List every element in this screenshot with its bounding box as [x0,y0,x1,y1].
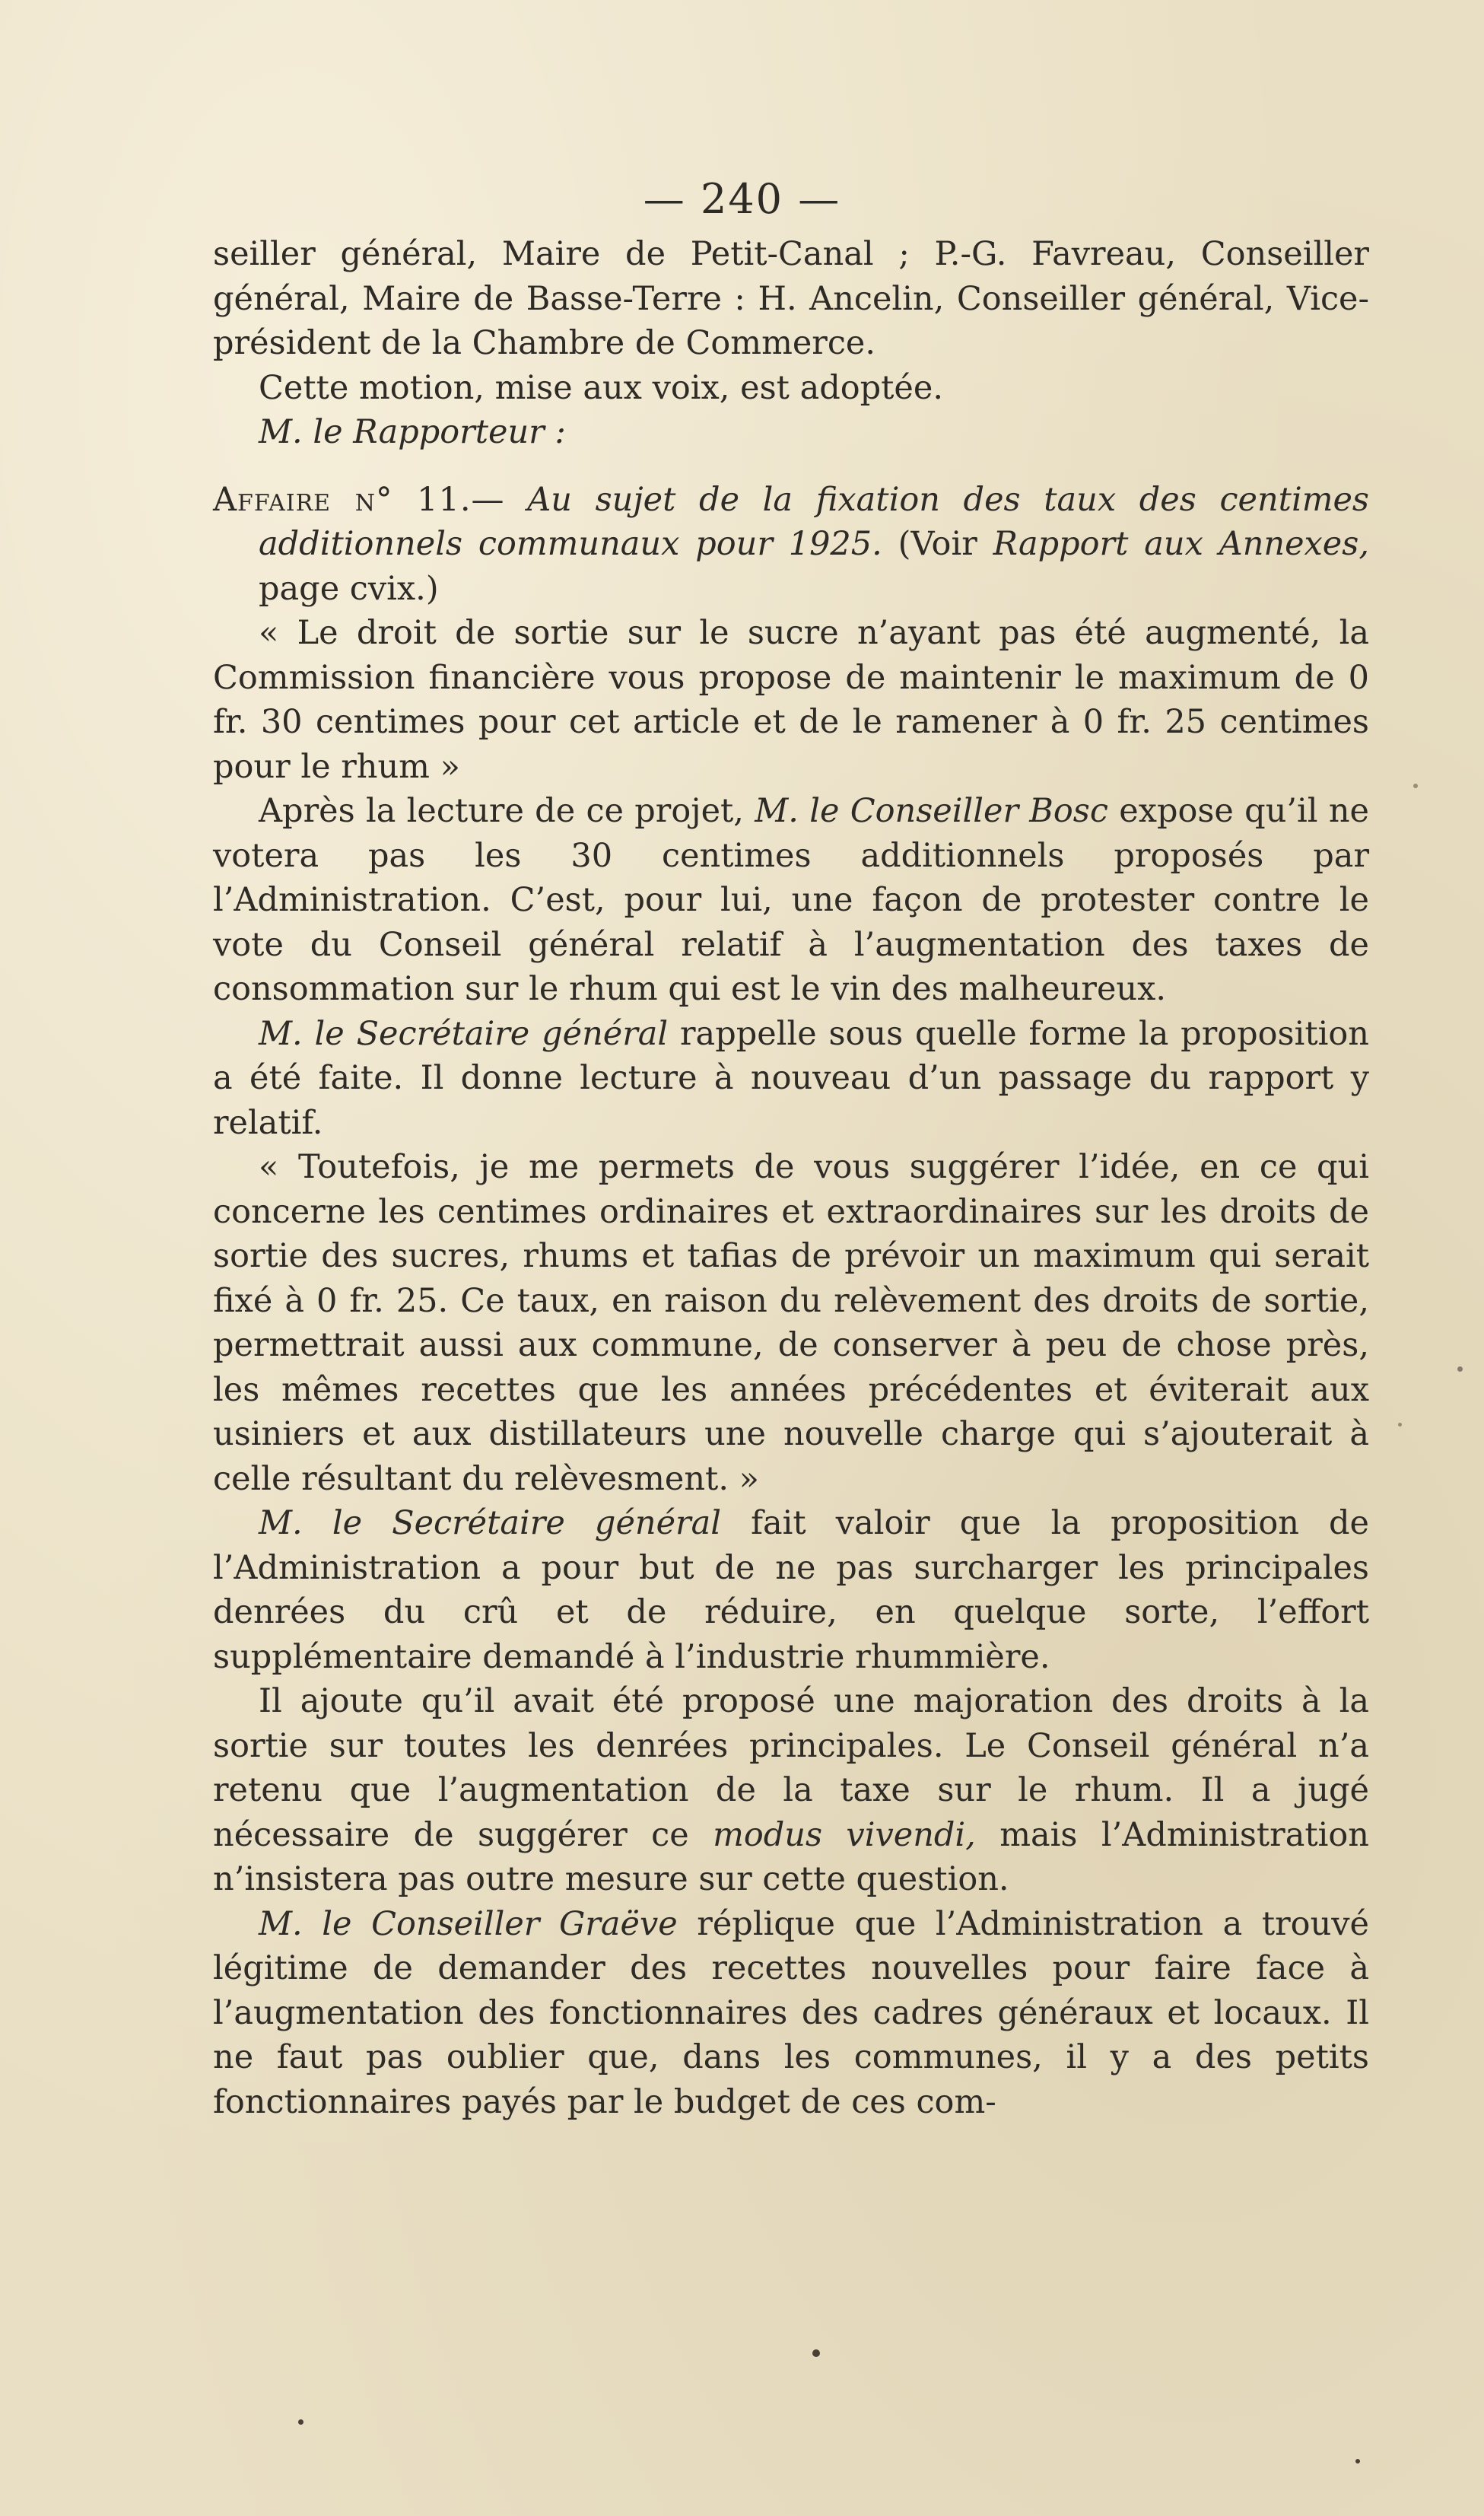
ink-speck [812,2349,820,2357]
p11-after: réplique que l’Administration a trouvé légitime de demander des recettes nouvelles pour faire face à l’augmentation des fonctionnaires des cadres généraux et locaux. Il ne faut pas oublier que, dans les communes, il y a des petits fonctionnaires payés par le budget de ces com- [213,1904,1369,2121]
paragraph-1: seiller général, Maire de Petit-Canal ; P.-G. Favreau, Conseiller général, Maire de Basse-Terre : H. Ancelin, Conseiller général, Vice-président de la Chambre de Commerce. [213,235,1369,362]
paragraph-11 [213,1902,1369,2125]
paragraph-8: « Toutefois, je me permets de vous suggérer l’idée, en ce qui concerne les centimes ordinaires et extraordinaires sur les droits de sortie des sucres, rhums et tafias de prévoir un maximum qui serait fixé à 0 fr. 25. Ce taux, en raison du relèvement des droits de sortie, permettrait aussi aux commune, de conserver à peu de chose près, les mêmes recettes que les années précédentes et éviterait aux usiniers et aux distillateurs une nouvelle charge qui s’ajouterait à celle résultant du relèvesment. » [213,1148,1369,1498]
speaker-rapporteur: M. le Rapporteur : [259,413,566,451]
affaire-ref-close: page cvix.) [259,569,439,608]
p6-before: Après la lecture de ce projet, [259,792,755,830]
paragraph-5: « Le droit de sortie sur le sucre n’ayant pas été augmenté, la Commission financière vous propose de maintenir le maximum de 0 fr. 30 centimes pour cet article et de le ramener à 0 fr. 25 centimes pour le rhum » [213,614,1369,786]
speaker-secretaire-1: M. le Secrétaire général [259,1014,669,1053]
speaker-secretaire-2: M. le Secrétaire général [259,1504,721,1542]
ink-speck [1355,2459,1360,2464]
paragraph-3 [213,410,1369,455]
paragraph-7 [213,1012,1369,1146]
p6-after: expose qu’il ne votera pas les 30 centimes additionnels proposés par l’Administration. C’est, pour lui, une façon de protester contre le vote du Conseil général relatif à l’augmentation des taxes de consommation sur le rhum qui est le vin des malheureux. [213,792,1369,1008]
p10-emph: modus vivendi, [713,1815,976,1854]
ink-speck [1413,784,1418,788]
paragraph-9 [213,1501,1369,1679]
speaker-bosc: M. le Conseiller Bosc [755,792,1108,830]
ink-speck [1457,1366,1463,1372]
affaire-ref-open: (Voir [882,525,993,563]
affaire-label: Affaire n° 11. [213,480,472,519]
page-number: — 240 — [643,175,841,223]
speaker-graeve: M. le Conseiller Graëve [259,1904,678,1943]
affaire-dash: — [471,480,528,519]
paragraph-2: Cette motion, mise aux voix, est adoptée. [259,368,943,407]
paragraph-6 [213,789,1369,1012]
paragraph-affaire [213,478,1369,612]
paragraph-10 [213,1679,1369,1902]
ink-speck [1398,1423,1402,1427]
p10-after: mais l’Administration n’insistera pas outre mesure sur cette question. [213,1815,1369,1898]
body-text [213,232,1369,2124]
affaire-ref-title: Rapport aux Annexes, [993,525,1369,563]
p10-before: Il ajoute qu’il avait été proposé une majoration des droits à la sortie sur toutes les denrées principales. Le Conseil général n’a retenu que l’augmentation de la taxe sur le rhum. Il a jugé nécessaire de suggérer ce [213,1682,1369,1854]
p9-after: fait valoir que la proposition de l’Administration a pour but de ne pas surcharger les principales denrées du crû et de réduire, en quelque sorte, l’effort supplémentaire demandé à l’industrie rhummière. [213,1504,1369,1676]
affaire-title: Au sujet de la fixation des taux des centimes additionnels communaux pour 1925. [259,480,1369,563]
ink-speck [298,2419,303,2425]
p7-after: rappelle sous quelle forme la proposition a été faite. Il donne lecture à nouveau d’un passage du rapport y relatif. [213,1014,1369,1142]
